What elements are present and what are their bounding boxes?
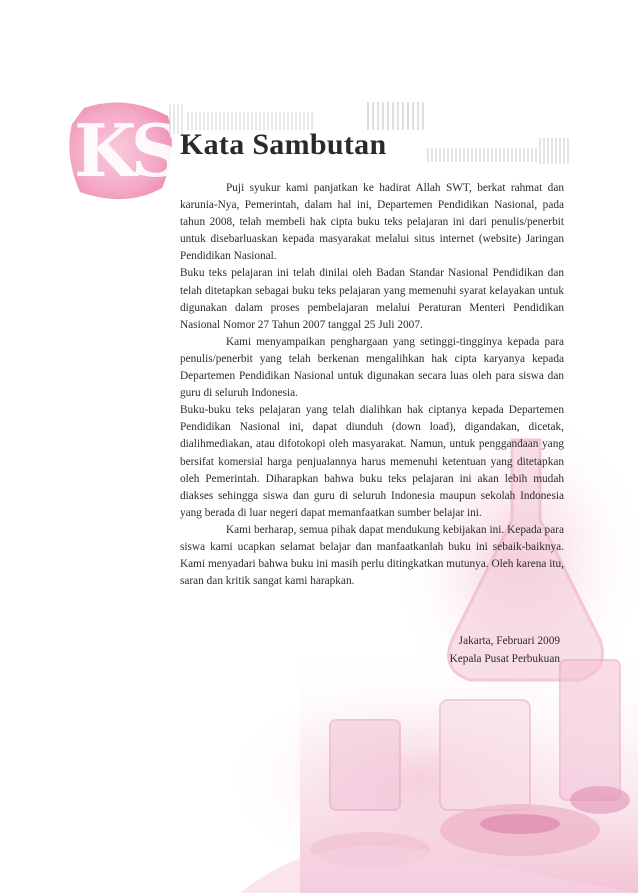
paragraph-2: Buku teks pelajaran ini telah dinilai oleh Badan Standar Nasional Pendidikan dan telah ditetapkan sebagai buku teks pelajaran yang memenuhi syarat kelayakan untuk digunakan dalam proses pembelajaran melalui Peraturan Menteri Pendidikan Nasional Nomor 27 Tahun 2007 tanggal 25 Juli 2007. (180, 267, 564, 331)
paragraph-3: Kami menyampaikan penghargaan yang setinggi-tingginya kepada para penulis/penerbit yang telah berkenan mengalihkan hak cipta karyanya kepada Departemen Pendidikan Nasional untuk digunakan secara luas oleh para siswa dan guru di seluruh Indonesia. (180, 335, 564, 400)
body-text (180, 180, 564, 590)
paragraph-4: Buku-buku teks pelajaran yang telah dialihkan hak ciptanya kepada Departemen Pendidikan Nasional ini, dapat diunduh (down load), digandakan, dicetak, dialihmediakan, atau difotokopi oleh masyarakat. Namun, untuk penggandaan yang bersifat komersial harga penjualannya harus memenuhi ketentuan yang ditetapkan oleh Pemerintah. Diharapkan bahwa buku teks pelajaran ini akan lebih mudah diakses sehingga siswa dan guru di seluruh Indonesia maupun sekolah Indonesia yang berada di luar negeri dapat memanfaatkan sumber belajar ini. (180, 404, 564, 519)
paragraph-5: Kami berharap, semua pihak dapat mendukung kebijakan ini. Kepada para siswa kami ucapkan selamat belajar dan manfaatkanlah buku ini sebaik-baiknya. Kami menyadari bahwa buku ini masih perlu ditingkatkan mutunya. Oleh karena itu, saran dan kritik sangat kami harapkan. (180, 523, 564, 588)
paragraph-1: Puji syukur kami panjatkan ke hadirat Allah SWT, berkat rahmat dan karunia-Nya, Pemerintah, dalam hal ini, Departemen Pendidikan Nasional, pada tahun 2008, telah membeli hak cipta buku teks pelajaran ini dari penulis/penerbit untuk disebarluaskan kepada masyarakat melalui situs internet (website) Jaringan Pendidikan Nasional. (180, 182, 564, 263)
ks-logo (66, 96, 178, 206)
logo-text: KS (74, 108, 177, 193)
signature-block (400, 632, 560, 668)
page-title: Kata Sambutan (180, 128, 387, 161)
signature-signer: Kepala Pusat Perbukuan (449, 653, 560, 665)
decorative-stripes-title-right (426, 136, 576, 166)
signature-place-date: Jakarta, Februari 2009 (458, 635, 560, 647)
